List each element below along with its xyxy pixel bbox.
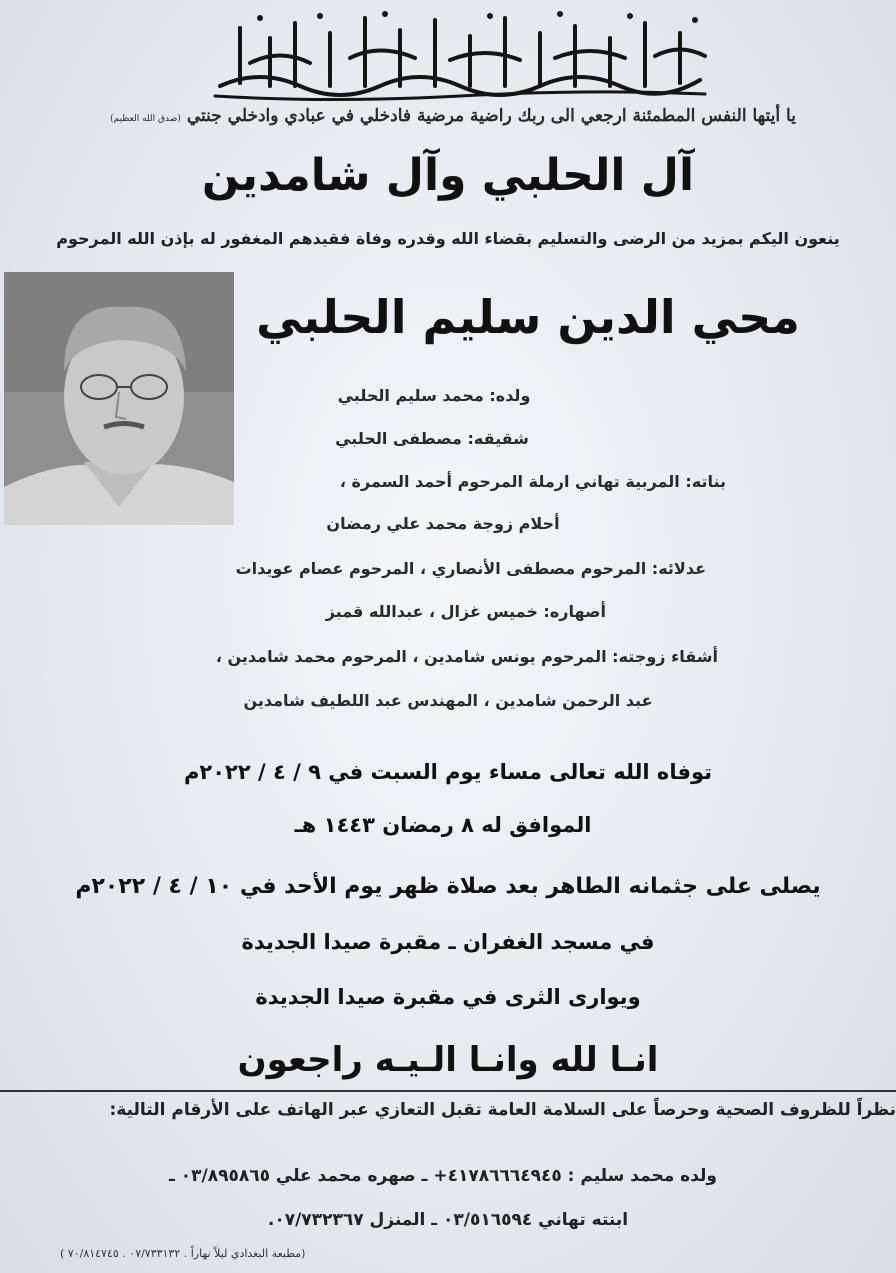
relative-line-brothers-in-law: عدلائه: المرحوم مصطفى الأنصاري ، المرحوم عصام عويدات	[235, 559, 706, 578]
printer-credit: (مطبعة البغدادي ليلاً نهاراً . ٠٧/٧٣٣١٣٢ . ٧٠/٨١٤٧٤٥ )	[60, 1247, 306, 1260]
quran-verse	[30, 106, 876, 126]
death-date: توفاه الله تعالى مساء يوم السبت في ٩ / ٤ / ٢٠٢٢م	[183, 760, 713, 784]
families-title: آل الحلبي وآل شامدين	[201, 150, 695, 201]
verse-text: يا أيتها النفس المطمئنة ارجعي الى ربك راضية مرضية فادخلي في عبادي وادخلي جنتي	[186, 106, 796, 126]
calligraphy-art	[200, 8, 720, 103]
phone-line-2: ابنته تهاني ٠٣/٥١٦٥٩٤ ـ المنزل ٠٧/٧٣٢٣٦٧.	[267, 1210, 629, 1230]
relative-line-wife-brothers-cont: عبد الرحمن شامدين ، المهندس عبد اللطيف شامدين	[243, 691, 653, 710]
phone-line-1: ولده محمد سليم : ٤١٧٨٦٦٦٤٩٤٥+ ـ صهره محمد علي ٠٣/٨٩٥٨٦٥ ـ	[169, 1166, 717, 1186]
relative-line-son: ولده: محمد سليم الحلبي	[337, 386, 531, 405]
relative-line-daughters-cont: أحلام زوجة محمد علي رمضان	[326, 514, 560, 533]
relative-line-sons-in-law: أصهاره: خميس غزال ، عبدالله قمبز	[325, 602, 606, 621]
mosque-info: في مسجد الغفران ـ مقبرة صيدا الجديدة	[241, 930, 655, 954]
prayer-info: يصلى على جثمانه الطاهر بعد صلاة ظهر يوم الأحد في ١٠ / ٤ / ٢٠٢٢م	[75, 874, 821, 899]
divider-line	[0, 1090, 896, 1092]
announcement-text: ينعون اليكم بمزيد من الرضى والتسليم بقضاء الله وقدره وفاة فقيدهم المغفور له بإذن الله المرحوم	[56, 229, 840, 248]
condolence-notice: نظراً للظروف الصحية وحرصاً على السلامة العامة تقبل التعازي عبر الهاتف على الأرقام التالية:	[109, 1100, 896, 1120]
deceased-name: محي الدين سليم الحلبي	[256, 290, 800, 344]
portrait-image	[4, 272, 234, 525]
istirja-verse: انـا لله وانـا الـيـه راجعون	[237, 1040, 659, 1080]
verse-reference: (صدق الله العظيم)	[110, 114, 181, 124]
relative-line-wife-brothers: أشقاء زوجته: المرحوم يونس شامدين ، المرحوم محمد شامدين ،	[215, 647, 718, 666]
relative-line-daughters: بناته: المربية تهاني ارملة المرحوم أحمد السمرة ،	[339, 472, 726, 491]
calligraphy-header	[200, 8, 720, 103]
burial-info: ويوارى الثرى في مقبرة صيدا الجديدة	[255, 985, 641, 1009]
hijri-date: الموافق له ٨ رمضان ١٤٤٣ هـ	[294, 813, 592, 837]
deceased-photo	[4, 272, 234, 525]
relative-line-brother: شقيقه: مصطفى الحلبي	[335, 429, 529, 448]
